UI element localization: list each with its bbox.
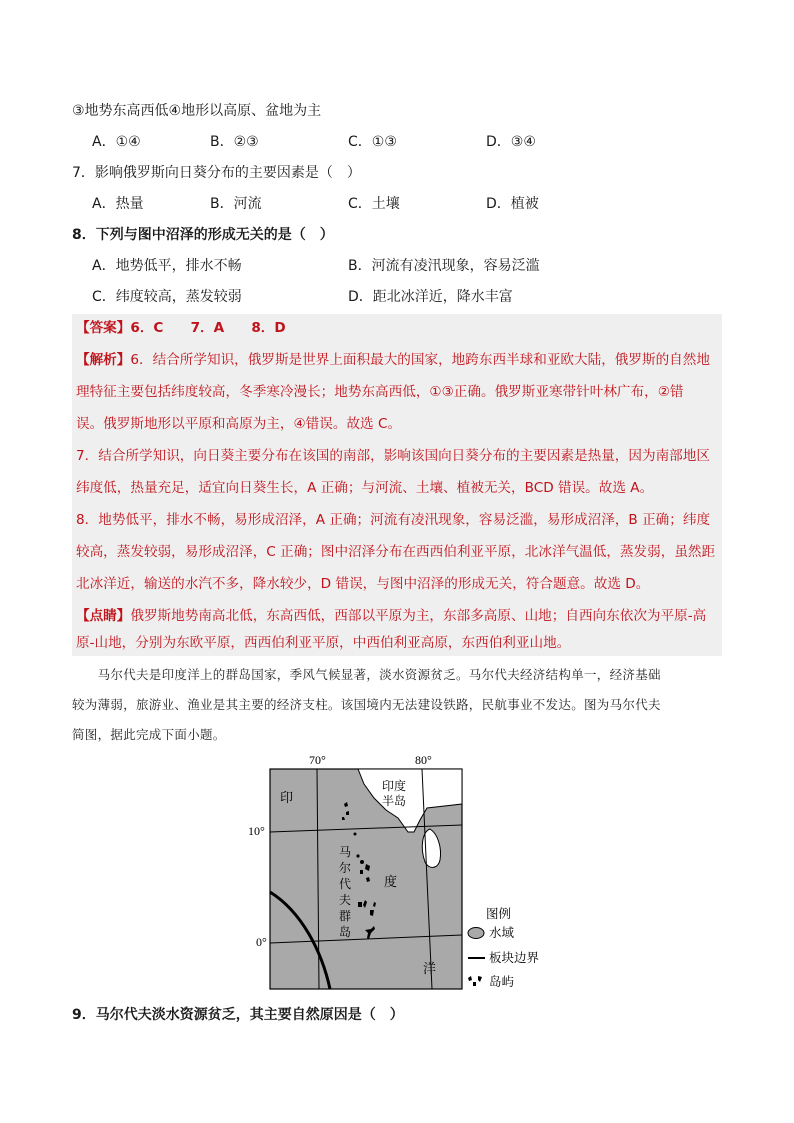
q7-option-d[interactable]: D．植被 bbox=[486, 196, 539, 212]
analysis-line-1 bbox=[76, 349, 710, 371]
answer-text: 6．C 7．A 8．D bbox=[130, 320, 286, 336]
passage-line-1: 马尔代夫是印度洋上的群岛国家，季风气候显著，淡水资源贫乏。马尔代夫经济结构单一，经济基础 bbox=[72, 667, 661, 682]
point-tag: 【点睛】 bbox=[76, 608, 131, 624]
q6-option-a[interactable]: A．①④ bbox=[92, 134, 141, 150]
answer-tag: 【答案】 bbox=[76, 320, 131, 336]
answer-line bbox=[76, 317, 286, 339]
point-line-1 bbox=[76, 605, 706, 627]
map-legend bbox=[468, 906, 540, 989]
lon-label-70: 70° bbox=[309, 753, 326, 767]
lat-label-0: 0° bbox=[256, 935, 267, 949]
label-maldives-1: 马 bbox=[339, 845, 352, 859]
analysis-line-7: 较高，蒸发较弱，易形成沼泽，C 正确；图中沼泽分布在西西伯利亚平原，北冰洋气温低，蒸发弱，虽然距 bbox=[76, 544, 716, 560]
analysis-line-6: 8．地势低平，排水不畅，易形成沼泽，A 正确；河流有凌汛现象，容易泛滥，易形成沼泽，B 正确；纬度 bbox=[76, 512, 711, 528]
analysis-line-5: 纬度低，热量充足，适宜向日葵生长，A 正确；与河流、土壤、植被无关，BCD 错误。故选 A。 bbox=[76, 480, 654, 496]
q7-option-a[interactable]: A．热量 bbox=[92, 196, 144, 212]
q6-option-c[interactable]: C．①③ bbox=[348, 134, 397, 150]
maldives-map bbox=[248, 752, 562, 1002]
legend-boundary-label: 板块边界 bbox=[489, 951, 540, 965]
label-du: 度 bbox=[384, 874, 398, 889]
maldives-map-figure bbox=[248, 752, 562, 1006]
legend-island-label: 岛屿 bbox=[489, 975, 515, 989]
q6-statement-tail: ③地势东高西低④地形以高原、盆地为主 bbox=[72, 103, 322, 119]
legend-water-label: 水域 bbox=[489, 926, 515, 940]
label-peninsula-1: 印度 bbox=[382, 779, 407, 793]
passage-line-3: 简图，据此完成下面小题。 bbox=[72, 727, 226, 742]
q8-option-d[interactable]: D．距北冰洋近，降水丰富 bbox=[348, 289, 513, 305]
label-yin: 印 bbox=[280, 790, 294, 805]
label-yang: 洋 bbox=[423, 961, 437, 976]
analysis-line-2: 理特征主要包括纬度较高，冬季寒冷漫长；地势东高西低，①③正确。俄罗斯亚寒带针叶林广布，②错 bbox=[76, 384, 684, 400]
label-maldives-4: 夫 bbox=[339, 893, 352, 907]
q7-option-c[interactable]: C．土壤 bbox=[348, 196, 400, 212]
q9-stem: 9．马尔代夫淡水资源贫乏，其主要自然原因是（ ） bbox=[72, 1007, 404, 1023]
q8-option-c[interactable]: C．纬度较高，蒸发较弱 bbox=[92, 289, 242, 305]
lon-label-80: 80° bbox=[415, 753, 432, 767]
label-maldives-6: 岛 bbox=[339, 925, 352, 939]
answer-analysis-block bbox=[72, 314, 722, 656]
q6-option-d[interactable]: D．③④ bbox=[486, 134, 536, 150]
q7-option-b[interactable]: B．河流 bbox=[210, 196, 262, 212]
point-text-1: 俄罗斯地势南高北低，东高西低，西部以平原为主，东部多高原、山地；自西向东依次为平原-高 bbox=[130, 608, 707, 624]
analysis-line-8: 北冰洋近，输送的水汽不多，降水较少，D 错误，与图中沼泽的形成无关，符合题意。故选 D。 bbox=[76, 576, 650, 592]
passage bbox=[72, 660, 722, 750]
analysis-line-3: 误。俄罗斯地形以平原和高原为主，④错误。故选 C。 bbox=[76, 416, 402, 432]
label-peninsula-2: 半岛 bbox=[382, 794, 407, 808]
analysis-text-1: 6．结合所学知识，俄罗斯是世界上面积最大的国家，地跨东西半球和亚欧大陆，俄罗斯的自然地 bbox=[130, 352, 710, 368]
analysis-line-4: 7．结合所学知识，向日葵主要分布在该国的南部，影响该国向日葵分布的主要因素是热量，因为南部地区 bbox=[76, 448, 710, 464]
point-line-2: 原-山地，分别为东欧平原，西西伯利亚平原，中西伯利亚高原，东西伯利亚山地。 bbox=[76, 635, 571, 651]
q8-option-a[interactable]: A．地势低平，排水不畅 bbox=[92, 258, 242, 274]
q7-stem: 7．影响俄罗斯向日葵分布的主要因素是（ ） bbox=[72, 165, 361, 181]
q8-stem: 8．下列与图中沼泽的形成无关的是（ ） bbox=[72, 227, 334, 243]
legend-water-swatch bbox=[468, 928, 484, 939]
q8-option-b[interactable]: B．河流有凌汛现象，容易泛滥 bbox=[348, 258, 540, 274]
label-maldives-3: 代 bbox=[339, 877, 352, 891]
q6-option-b[interactable]: B．②③ bbox=[210, 134, 259, 150]
legend-title: 图例 bbox=[486, 907, 512, 921]
passage-line-2: 较为薄弱，旅游业、渔业是其主要的经济支柱。该国境内无法建设铁路，民航事业不发达。图为马尔代夫 bbox=[72, 697, 661, 712]
label-maldives-5: 群 bbox=[339, 909, 352, 923]
legend-island-swatch bbox=[468, 976, 482, 986]
label-maldives-2: 尔 bbox=[339, 861, 352, 875]
analysis-tag: 【解析】 bbox=[76, 352, 131, 368]
lat-label-10: 10° bbox=[248, 824, 265, 838]
